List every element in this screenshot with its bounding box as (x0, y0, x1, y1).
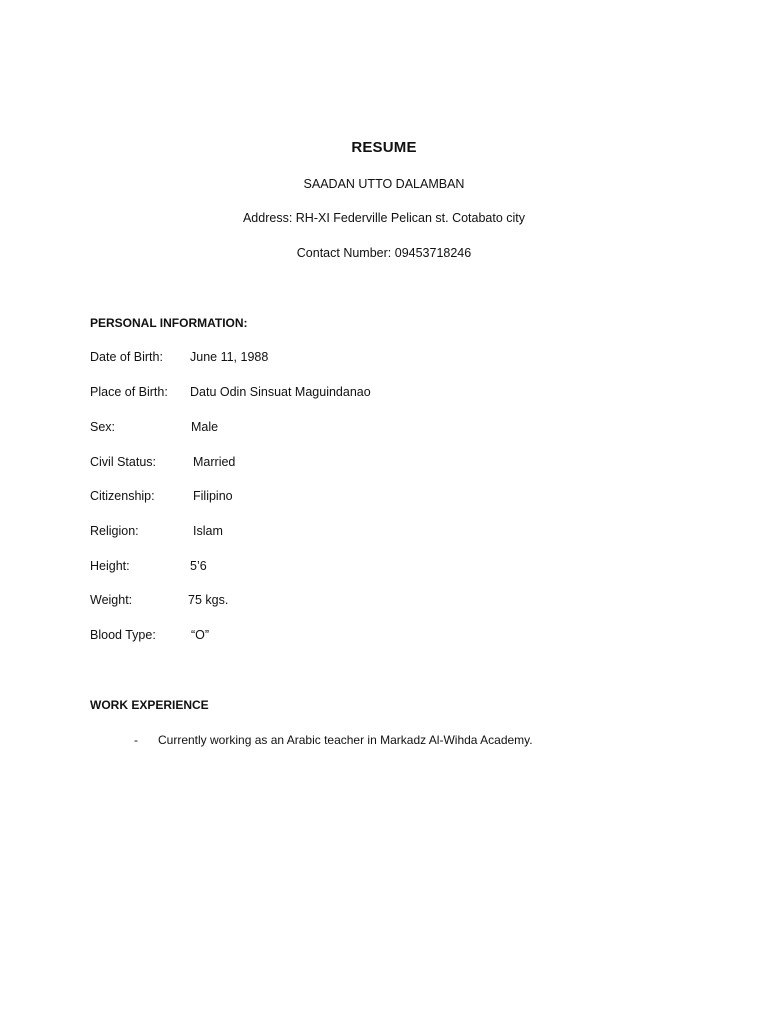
info-label: Sex: (90, 420, 116, 434)
address-line: Address: RH-XI Federville Pelican st. Cotabato city (242, 211, 526, 225)
document-title: RESUME (351, 139, 417, 156)
personal-information-heading: PERSONAL INFORMATION: (90, 316, 248, 330)
info-value: Male (191, 420, 219, 434)
contact-number-line: Contact Number: 09453718246 (296, 246, 472, 260)
bullet-marker: - (134, 733, 138, 747)
info-value: Filipino (193, 489, 233, 503)
info-label: Citizenship: (90, 489, 155, 503)
info-label: Civil Status: (90, 455, 156, 469)
info-label: Place of Birth: (90, 385, 168, 399)
info-label: Religion: (90, 524, 139, 538)
info-label: Blood Type: (90, 628, 156, 642)
info-value: 5’6 (190, 559, 207, 573)
info-label: Date of Birth: (90, 350, 163, 364)
info-value: 75 kgs. (188, 593, 229, 607)
info-value: “O” (191, 628, 210, 642)
info-value: Married (193, 455, 236, 469)
info-value: Islam (193, 524, 223, 538)
info-value: June 11, 1988 (190, 350, 269, 364)
info-label: Height: (90, 559, 130, 573)
info-value: Datu Odin Sinsuat Maguindanao (190, 385, 371, 399)
applicant-name: SAADAN UTTO DALAMBAN (303, 177, 465, 191)
work-experience-heading: WORK EXPERIENCE (90, 698, 209, 712)
work-experience-text: Currently working as an Arabic teacher in Markadz Al-Wihda Academy. (158, 733, 533, 747)
info-label: Weight: (90, 593, 133, 607)
